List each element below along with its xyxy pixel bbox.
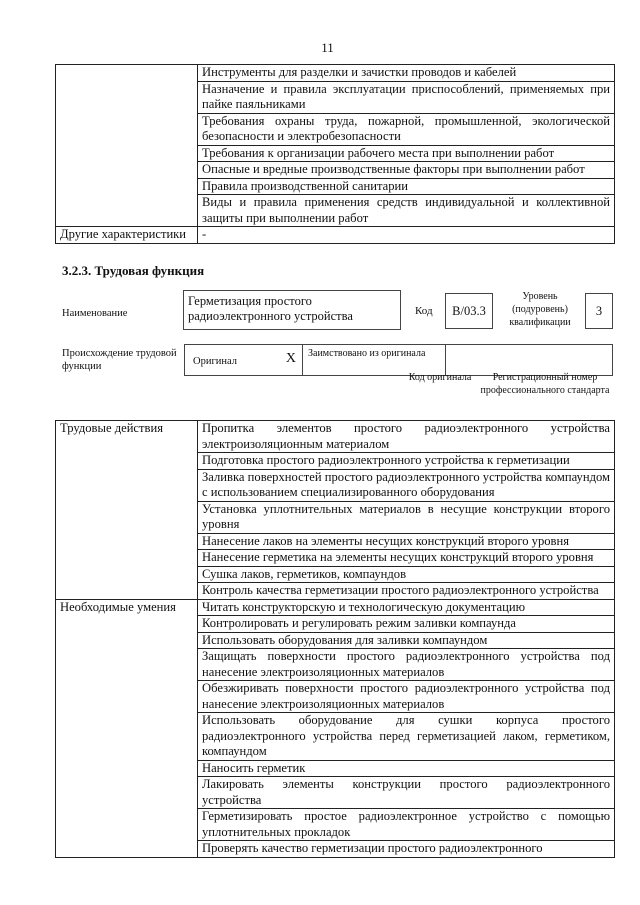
borrowed-label: Заимствовано из оригинала (308, 348, 426, 359)
row-item: Установка уплотнительных материалов в несущие конструкции второго уровня (198, 501, 615, 533)
reg-number-label: Регистрационный номер профессионального стандарта (480, 372, 610, 396)
row-item: Лакировать элементы конструкции простого радиоэлектронного устройства (198, 777, 615, 809)
row-item: Защищать поверхности простого радиоэлектронного устройства под нанесение электроизоляционных материалов (198, 649, 615, 681)
functions-table (55, 420, 615, 858)
original-label: Оригинал (193, 356, 237, 367)
row-item: Использовать оборудования для заливки компаундом (198, 632, 615, 649)
section-heading: 3.2.3. Трудовая функция (62, 263, 205, 278)
code-label: Код (415, 305, 433, 317)
level-value: 3 (585, 293, 613, 329)
row-item: Герметизировать простое радиоэлектронное устройство с помощью уплотнительных прокладок (198, 809, 615, 841)
original-box (184, 344, 303, 376)
row-item: Проверять качество герметизации простого радиоэлектронного (198, 841, 615, 858)
original-mark: X (285, 351, 296, 366)
row-item: Инструменты для разделки и зачистки проводов и кабелей (198, 65, 615, 82)
table-row (56, 599, 615, 616)
level-label: Уровень (подуровень) квалификации (509, 291, 571, 328)
row-item: Читать конструкторскую и технологическую документацию (198, 599, 615, 616)
row-label: Трудовые действия (56, 421, 198, 600)
row-item: Виды и правила применения средств индивидуальной и коллективной защиты при выполнении работ (198, 195, 615, 227)
row-item: Контролировать и регулировать режим заливки компаунда (198, 616, 615, 633)
origin-label: Происхождение трудовой функции (62, 348, 177, 372)
row-item: Опасные и вредные производственные факторы при выполнении работ (198, 162, 615, 179)
row-item: Назначение и правила эксплуатации приспособлений, применяемых при пайке паяльниками (198, 81, 615, 113)
row-item: - (198, 227, 615, 244)
table-row (56, 65, 615, 82)
code-value: B/03.3 (445, 293, 493, 329)
row-item: Наносить герметик (198, 760, 615, 777)
row-item: Подготовка простого радиоэлектронного устройства к герметизации (198, 453, 615, 470)
row-item: Использовать оборудование для сушки корпуса простого радиоэлектронного устройства перед герметизацией лаком, герметиком, компаундом (198, 713, 615, 761)
row-item: Контроль качества герметизации простого радиоэлектронного устройства (198, 583, 615, 600)
row-item: Требования охраны труда, пожарной, промышленной, экологической безопасности и электробезопасности (198, 113, 615, 145)
row-label (56, 65, 198, 227)
row-item: Нанесение герметика на элементы несущих конструкций второго уровня (198, 550, 615, 567)
row-item: Заливка поверхностей простого радиоэлектронного устройства компаундом с использованием специализированного оборудования (198, 469, 615, 501)
name-value: Герметизация простого радиоэлектронного устройства (183, 290, 401, 330)
row-item: Сушка лаков, герметиков, компаундов (198, 566, 615, 583)
row-item: Пропитка элементов простого радиоэлектронного устройства электроизоляционным материалом (198, 421, 615, 453)
table-row (56, 421, 615, 453)
row-label: Необходимые умения (56, 599, 198, 857)
row-item: Нанесение лаков на элементы несущих конструкций второго уровня (198, 533, 615, 550)
table-row (56, 227, 615, 244)
row-item: Обезжиривать поверхности простого радиоэлектронного устройства под нанесение электроизоляционных материалов (198, 681, 615, 713)
name-label: Наименование (62, 308, 128, 319)
orig-code-label: Код оригинала (408, 372, 472, 383)
page-number: 11 (321, 40, 334, 55)
knowledge-table (55, 64, 615, 244)
row-item: Требования к организации рабочего места при выполнении работ (198, 145, 615, 162)
row-item: Правила производственной санитарии (198, 178, 615, 195)
row-label: Другие характеристики (56, 227, 198, 244)
